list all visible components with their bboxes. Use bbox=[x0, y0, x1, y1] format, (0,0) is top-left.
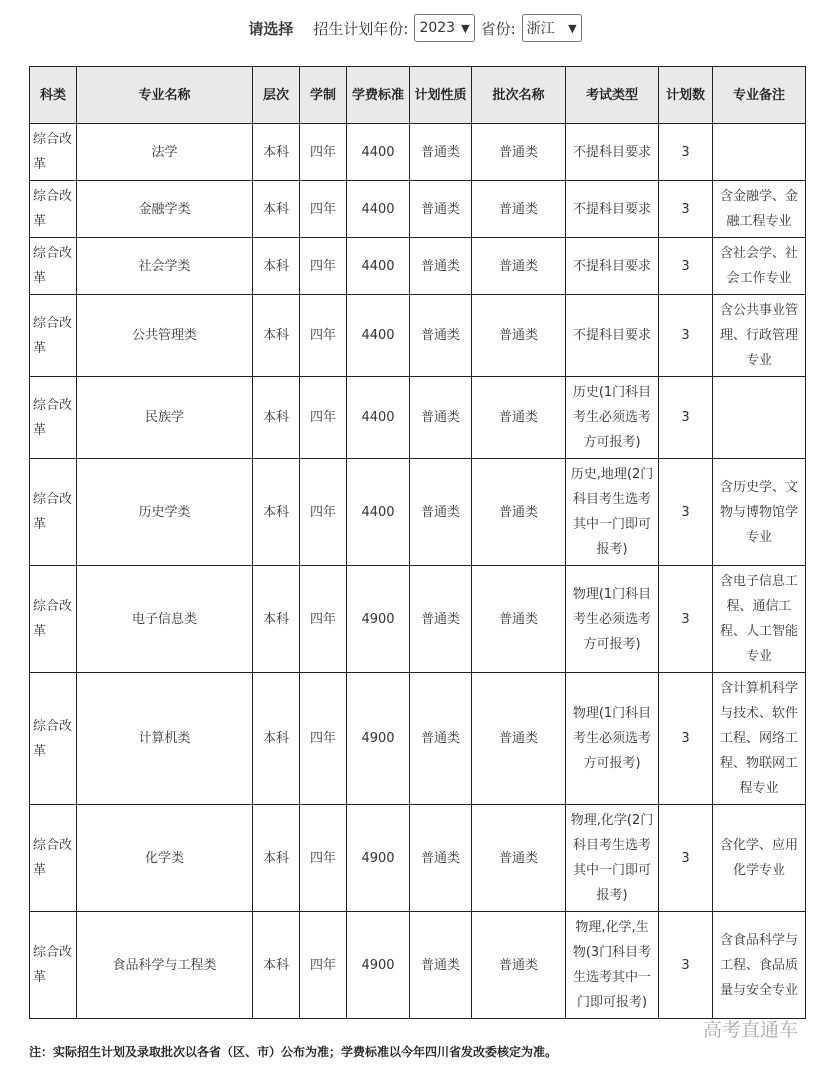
cell-major-name: 社会学类 bbox=[77, 238, 253, 295]
cell-plan-count: 3 bbox=[659, 459, 713, 566]
year-value: 2023 bbox=[419, 20, 456, 36]
cell-category: 综合改革 bbox=[30, 124, 77, 181]
header-plan-type: 计划性质 bbox=[410, 67, 472, 124]
cell-category: 综合改革 bbox=[30, 912, 77, 1019]
cell-major-name: 计算机类 bbox=[77, 673, 253, 805]
cell-exam-type: 历史(1门科目考生必须选考方可报考) bbox=[566, 377, 659, 459]
cell-level: 本科 bbox=[253, 805, 300, 912]
header-row bbox=[30, 67, 806, 124]
cell-batch-name: 普通类 bbox=[472, 459, 566, 566]
cell-major-name: 民族学 bbox=[77, 377, 253, 459]
table-row bbox=[30, 181, 806, 238]
header-level: 层次 bbox=[253, 67, 300, 124]
cell-level: 本科 bbox=[253, 912, 300, 1019]
cell-exam-type: 不提科目要求 bbox=[566, 295, 659, 377]
province-value: 浙江 bbox=[526, 21, 555, 37]
cell-plan-type: 普通类 bbox=[410, 673, 472, 805]
enrollment-plan-table bbox=[29, 66, 806, 1019]
watermark: 高考直通车 bbox=[702, 1019, 798, 1041]
cell-plan-type: 普通类 bbox=[410, 912, 472, 1019]
cell-plan-type: 普通类 bbox=[410, 566, 472, 673]
cell-tuition: 4400 bbox=[347, 124, 410, 181]
table-row bbox=[30, 912, 806, 1019]
cell-level: 本科 bbox=[253, 377, 300, 459]
cell-exam-type: 物理,化学(2门科目考生选考其中一门即可报考) bbox=[566, 805, 659, 912]
cell-level: 本科 bbox=[253, 181, 300, 238]
cell-major-name: 金融学类 bbox=[77, 181, 253, 238]
table-row bbox=[30, 673, 806, 805]
cell-remarks: 含公共事业管理、行政管理专业 bbox=[713, 295, 806, 377]
cell-category: 综合改革 bbox=[30, 238, 77, 295]
cell-duration: 四年 bbox=[300, 912, 347, 1019]
table-row bbox=[30, 124, 806, 181]
cell-plan-type: 普通类 bbox=[410, 377, 472, 459]
cell-tuition: 4900 bbox=[347, 805, 410, 912]
cell-remarks: 含食品科学与工程、食品质量与安全专业 bbox=[713, 912, 806, 1019]
cell-batch-name: 普通类 bbox=[472, 912, 566, 1019]
chevron-down-icon: ▼ bbox=[461, 21, 470, 35]
cell-major-name: 公共管理类 bbox=[77, 295, 253, 377]
cell-category: 综合改革 bbox=[30, 673, 77, 805]
header-exam-type: 考试类型 bbox=[566, 67, 659, 124]
header-plan-count: 计划数 bbox=[659, 67, 713, 124]
cell-duration: 四年 bbox=[300, 805, 347, 912]
cell-category: 综合改革 bbox=[30, 459, 77, 566]
cell-tuition: 4400 bbox=[347, 181, 410, 238]
cell-batch-name: 普通类 bbox=[472, 566, 566, 673]
cell-remarks: 含电子信息工程、通信工程、人工智能专业 bbox=[713, 566, 806, 673]
cell-batch-name: 普通类 bbox=[472, 673, 566, 805]
header-category: 科类 bbox=[30, 67, 77, 124]
cell-duration: 四年 bbox=[300, 124, 347, 181]
cell-duration: 四年 bbox=[300, 377, 347, 459]
cell-level: 本科 bbox=[253, 459, 300, 566]
cell-plan-count: 3 bbox=[659, 377, 713, 459]
cell-major-name: 历史学类 bbox=[77, 459, 253, 566]
cell-duration: 四年 bbox=[300, 238, 347, 295]
table-row bbox=[30, 238, 806, 295]
table-row bbox=[30, 377, 806, 459]
cell-plan-type: 普通类 bbox=[410, 181, 472, 238]
cell-level: 本科 bbox=[253, 566, 300, 673]
cell-remarks: 含化学、应用化学专业 bbox=[713, 805, 806, 912]
cell-duration: 四年 bbox=[300, 459, 347, 566]
cell-plan-count: 3 bbox=[659, 805, 713, 912]
table-row bbox=[30, 459, 806, 566]
cell-plan-count: 3 bbox=[659, 673, 713, 805]
cell-remarks: 含金融学、金融工程专业 bbox=[713, 181, 806, 238]
province-select[interactable] bbox=[522, 14, 582, 42]
header-major-name: 专业名称 bbox=[77, 67, 253, 124]
cell-level: 本科 bbox=[253, 295, 300, 377]
cell-exam-type: 不提科目要求 bbox=[566, 124, 659, 181]
cell-category: 综合改革 bbox=[30, 181, 77, 238]
cell-remarks bbox=[713, 377, 806, 459]
year-select[interactable] bbox=[414, 14, 474, 42]
cell-duration: 四年 bbox=[300, 566, 347, 673]
cell-plan-type: 普通类 bbox=[410, 295, 472, 377]
cell-category: 综合改革 bbox=[30, 377, 77, 459]
cell-plan-count: 3 bbox=[659, 181, 713, 238]
year-label: 招生计划年份: bbox=[313, 19, 409, 38]
cell-major-name: 化学类 bbox=[77, 805, 253, 912]
header-duration: 学制 bbox=[300, 67, 347, 124]
chevron-down-icon: ▼ bbox=[568, 21, 577, 35]
cell-tuition: 4900 bbox=[347, 912, 410, 1019]
cell-plan-count: 3 bbox=[659, 295, 713, 377]
cell-exam-type: 不提科目要求 bbox=[566, 181, 659, 238]
cell-batch-name: 普通类 bbox=[472, 124, 566, 181]
cell-exam-type: 不提科目要求 bbox=[566, 238, 659, 295]
cell-batch-name: 普通类 bbox=[472, 238, 566, 295]
cell-duration: 四年 bbox=[300, 181, 347, 238]
cell-exam-type: 物理(1门科目考生必须选考方可报考) bbox=[566, 566, 659, 673]
cell-batch-name: 普通类 bbox=[472, 377, 566, 459]
cell-tuition: 4400 bbox=[347, 377, 410, 459]
cell-level: 本科 bbox=[253, 124, 300, 181]
header-remarks: 专业备注 bbox=[713, 67, 806, 124]
table-row bbox=[30, 295, 806, 377]
cell-remarks: 含计算机科学与技术、软件工程、网络工程、物联网工程专业 bbox=[713, 673, 806, 805]
cell-exam-type: 物理,化学,生物(3门科目考生选考其中一门即可报考) bbox=[566, 912, 659, 1019]
cell-duration: 四年 bbox=[300, 295, 347, 377]
cell-remarks bbox=[713, 124, 806, 181]
cell-category: 综合改革 bbox=[30, 566, 77, 673]
cell-plan-count: 3 bbox=[659, 912, 713, 1019]
cell-batch-name: 普通类 bbox=[472, 805, 566, 912]
province-label: 省份: bbox=[480, 19, 516, 38]
cell-exam-type: 物理(1门科目考生必须选考方可报考) bbox=[566, 673, 659, 805]
cell-remarks: 含历史学、文物与博物馆学专业 bbox=[713, 459, 806, 566]
cell-remarks: 含社会学、社会工作专业 bbox=[713, 238, 806, 295]
cell-major-name: 电子信息类 bbox=[77, 566, 253, 673]
cell-tuition: 4900 bbox=[347, 673, 410, 805]
cell-duration: 四年 bbox=[300, 673, 347, 805]
footnote: 注：实际招生计划及录取批次以各省（区、市）公布为准；学费标准以今年四川省发改委核定为准。 bbox=[29, 1045, 558, 1059]
cell-major-name: 食品科学与工程类 bbox=[77, 912, 253, 1019]
table-row bbox=[30, 566, 806, 673]
table-row bbox=[30, 805, 806, 912]
cell-tuition: 4400 bbox=[347, 459, 410, 566]
cell-level: 本科 bbox=[253, 238, 300, 295]
cell-plan-count: 3 bbox=[659, 238, 713, 295]
cell-tuition: 4400 bbox=[347, 238, 410, 295]
cell-major-name: 法学 bbox=[77, 124, 253, 181]
cell-batch-name: 普通类 bbox=[472, 295, 566, 377]
cell-category: 综合改革 bbox=[30, 295, 77, 377]
cell-plan-count: 3 bbox=[659, 566, 713, 673]
cell-category: 综合改革 bbox=[30, 805, 77, 912]
cell-tuition: 4400 bbox=[347, 295, 410, 377]
cell-level: 本科 bbox=[253, 673, 300, 805]
header-tuition: 学费标准 bbox=[347, 67, 410, 124]
cell-plan-type: 普通类 bbox=[410, 805, 472, 912]
cell-exam-type: 历史,地理(2门科目考生选考其中一门即可报考) bbox=[566, 459, 659, 566]
header-batch-name: 批次名称 bbox=[472, 67, 566, 124]
filter-bar bbox=[0, 14, 826, 42]
cell-plan-count: 3 bbox=[659, 124, 713, 181]
cell-batch-name: 普通类 bbox=[472, 181, 566, 238]
cell-tuition: 4900 bbox=[347, 566, 410, 673]
cell-plan-type: 普通类 bbox=[410, 459, 472, 566]
cell-plan-type: 普通类 bbox=[410, 124, 472, 181]
filter-title: 请选择 bbox=[248, 19, 294, 38]
cell-plan-type: 普通类 bbox=[410, 238, 472, 295]
